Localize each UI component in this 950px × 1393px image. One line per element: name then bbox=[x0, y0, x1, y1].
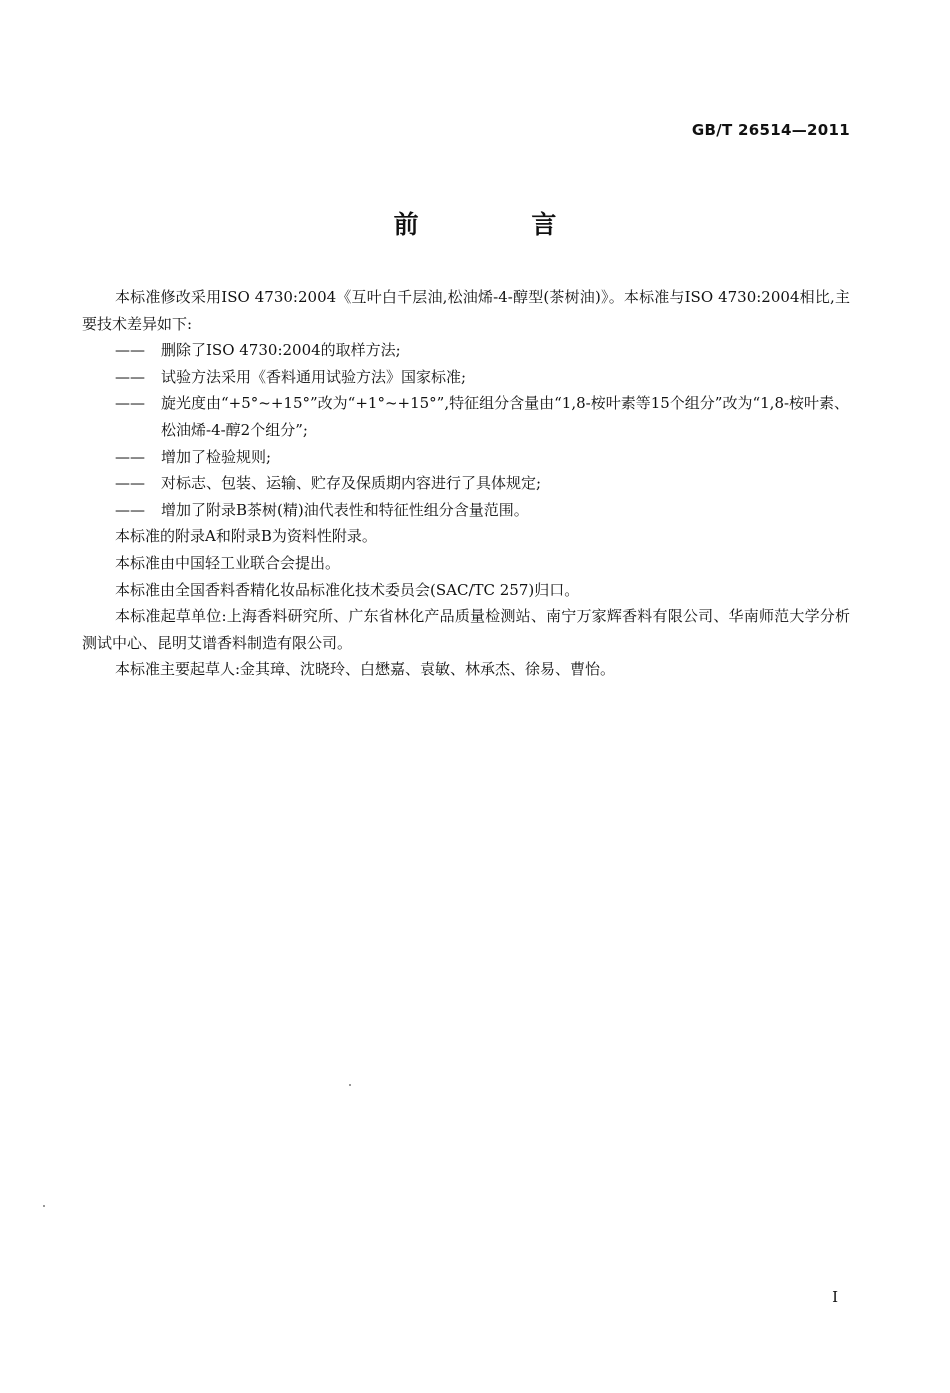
dash-marker: —— bbox=[115, 474, 145, 493]
dash-marker: —— bbox=[115, 500, 145, 519]
standard-code: GB/T 26514—2011 bbox=[691, 121, 850, 139]
body-paragraph: 本标准起草单位:上海香料研究所、广东省林化产品质量检测站、南宁万家辉香料有限公司、华南师范大学分析测试中心、昆明艾谱香料制造有限公司。 bbox=[82, 607, 850, 652]
page-title: 前 言 bbox=[393, 210, 609, 239]
dash-marker: —— bbox=[115, 447, 145, 466]
difference-item bbox=[115, 470, 850, 497]
foreword-body bbox=[82, 284, 850, 683]
difference-item bbox=[115, 364, 850, 391]
body-paragraph: 本标准由中国轻工业联合会提出。 bbox=[115, 553, 341, 572]
scan-speck bbox=[349, 1084, 351, 1086]
difference-text: 删除了ISO 4730:2004的取样方法; bbox=[161, 341, 401, 360]
difference-item bbox=[115, 337, 850, 364]
difference-text: 旋光度由“+5°~+15°”改为“+1°~+15°”,特征组分含量由“1,8-桉叶素等15个组分”改为“1,8-桉叶素、松油烯-4-醇2个组分”; bbox=[161, 394, 850, 439]
body-paragraph: 本标准主要起草人:金其璋、沈晓玲、白懋嘉、袁敏、林承杰、徐易、曹怡。 bbox=[115, 660, 616, 679]
body-paragraph: 本标准的附录A和附录B为资料性附录。 bbox=[115, 527, 377, 546]
difference-text: 增加了检验规则; bbox=[161, 447, 272, 466]
body-paragraph: 本标准由全国香料香精化妆品标准化技术委员会(SAC/TC 257)归口。 bbox=[115, 580, 580, 599]
difference-text: 对标志、包装、运输、贮存及保质期内容进行了具体规定; bbox=[161, 474, 542, 493]
dash-marker: —— bbox=[115, 394, 145, 413]
page-number: I bbox=[832, 1288, 838, 1306]
difference-item bbox=[115, 444, 850, 471]
dash-marker: —— bbox=[115, 367, 145, 386]
difference-item bbox=[115, 390, 850, 443]
difference-text: 试验方法采用《香料通用试验方法》国家标准; bbox=[161, 367, 467, 386]
dash-marker: —— bbox=[115, 341, 145, 360]
difference-text: 增加了附录B茶树(精)油代表性和特征性组分含量范围。 bbox=[161, 500, 529, 519]
scan-speck bbox=[43, 1205, 45, 1207]
intro-paragraph: 本标准修改采用ISO 4730:2004《互叶白千层油,松油烯-4-醇型(茶树油)》。本标准与ISO 4730:2004相比,主要技术差异如下: bbox=[82, 288, 850, 333]
difference-item bbox=[115, 497, 850, 524]
